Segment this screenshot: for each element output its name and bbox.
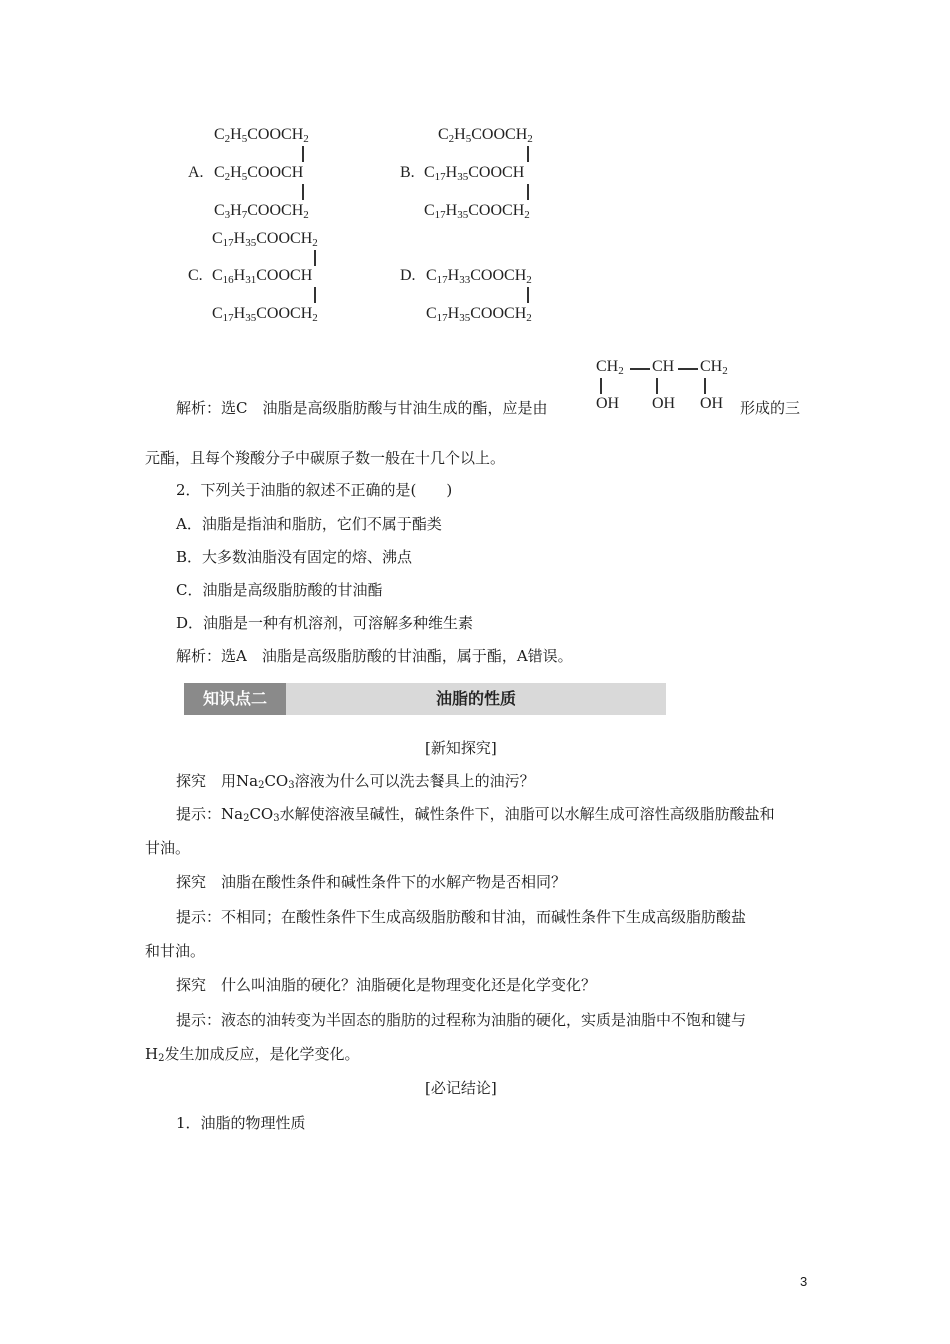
explore-question-1: 探究 用$Na_2CO_3$溶液为什么可以洗去餐具上的油污？ <box>176 772 535 791</box>
explore-answer-2-cont: 和甘油。 <box>145 942 206 960</box>
option-c-mid-chain: $C_{16}H_{31}COOCH$ <box>212 267 313 286</box>
bond <box>656 378 658 394</box>
bond <box>600 378 602 394</box>
glycerol-oh-2: OH <box>652 395 676 412</box>
explore-answer-3-cont: $H_2$发生加成反应，是化学变化。 <box>145 1045 360 1064</box>
bond <box>302 146 304 162</box>
q2-stem: 2．下列关于油脂的叙述不正确的是( ) <box>176 481 453 499</box>
glycerol-ch2-left: $CH_2$ <box>596 358 624 377</box>
option-c-top-chain: $C_{17}H_{35}COOCH_2$ <box>212 230 318 249</box>
bond <box>527 184 529 200</box>
q1-analysis-tail: 形成的三 <box>740 399 801 417</box>
bond <box>630 368 650 370</box>
bond <box>302 184 304 200</box>
option-a-bot-chain: $C_3H_7COOCH_2$ <box>214 202 309 221</box>
q2-option-d: D．油脂是一种有机溶剂，可溶解多种维生素 <box>176 614 474 632</box>
bond <box>527 287 529 303</box>
glycerol-ch: CH <box>652 358 675 375</box>
option-a-mid-chain: $C_2H_5COOCH$ <box>214 164 304 183</box>
option-c-bot-chain: $C_{17}H_{35}COOCH_2$ <box>212 305 318 324</box>
bond <box>314 287 316 303</box>
glycerol-ch2-right: $CH_2$ <box>700 358 728 377</box>
option-c-letter: C. <box>188 267 203 284</box>
explore-answer-1-cont: 甘油。 <box>145 839 191 857</box>
bond <box>527 146 529 162</box>
q2-analysis: 解析：选A 油脂是高级脂肪酸的甘油酯，属于酯，A错误。 <box>176 647 573 665</box>
option-d-bot-chain: $C_{17}H_{35}COOCH_2$ <box>426 305 532 324</box>
bond <box>704 378 706 394</box>
q2-option-b: B．大多数油脂没有固定的熔、沸点 <box>176 548 413 566</box>
section-title: 油脂的性质 <box>435 689 516 708</box>
glycerol-oh-1: OH <box>596 395 620 412</box>
option-b-bot-chain: $C_{17}H_{35}COOCH_2$ <box>424 202 530 221</box>
explore-heading: [新知探究] <box>425 739 497 757</box>
option-b-letter: B. <box>400 164 415 181</box>
bond <box>678 368 698 370</box>
explore-answer-2: 提示：不相同；在酸性条件下生成高级脂肪酸和甘油，而碱性条件下生成高级脂肪酸盐 <box>176 908 747 926</box>
q1-analysis-continued: 元酯，且每个羧酸分子中碳原子数一般在十几个以上。 <box>145 449 506 467</box>
q2-option-a: A．油脂是指油和脂肪，它们不属于酯类 <box>176 515 442 533</box>
explore-question-2: 探究 油脂在酸性条件和碱性条件下的水解产物是否相同？ <box>176 873 567 891</box>
option-b-mid-chain: $C_{17}H_{35}COOCH$ <box>424 164 525 183</box>
conclusion-heading: [必记结论] <box>425 1079 497 1097</box>
explore-answer-3: 提示：液态的油转变为半固态的脂肪的过程称为油脂的硬化，实质是油脂中不饱和键与 <box>176 1011 747 1029</box>
option-b-top-chain: $C_2H_5COOCH_2$ <box>438 126 533 145</box>
explore-answer-1: 提示：$Na_2CO_3$水解使溶液呈碱性，碱性条件下，油脂可以水解生成可溶性高级脂肪酸盐和 <box>176 805 775 824</box>
section-number-label: 知识点二 <box>184 683 286 715</box>
glycerol-oh-3: OH <box>700 395 724 412</box>
page-number: 3 <box>800 1274 808 1289</box>
q1-analysis: 解析：选C 油脂是高级脂肪酸与甘油生成的酯，应是由 <box>176 399 548 417</box>
option-a-letter: A. <box>188 164 204 181</box>
option-a-top-chain: $C_2H_5COOCH_2$ <box>214 126 309 145</box>
section-banner <box>184 683 666 715</box>
explore-question-3: 探究 什么叫油脂的硬化？油脂硬化是物理变化还是化学变化？ <box>176 976 597 994</box>
conclusion-item-1: 1．油脂的物理性质 <box>176 1114 306 1132</box>
option-d-letter: D. <box>400 267 416 284</box>
option-d-top-chain: $C_{17}H_{33}COOCH_2$ <box>426 267 532 286</box>
bond <box>314 250 316 266</box>
q2-option-c: C．油脂是高级脂肪酸的甘油酯 <box>176 581 383 599</box>
